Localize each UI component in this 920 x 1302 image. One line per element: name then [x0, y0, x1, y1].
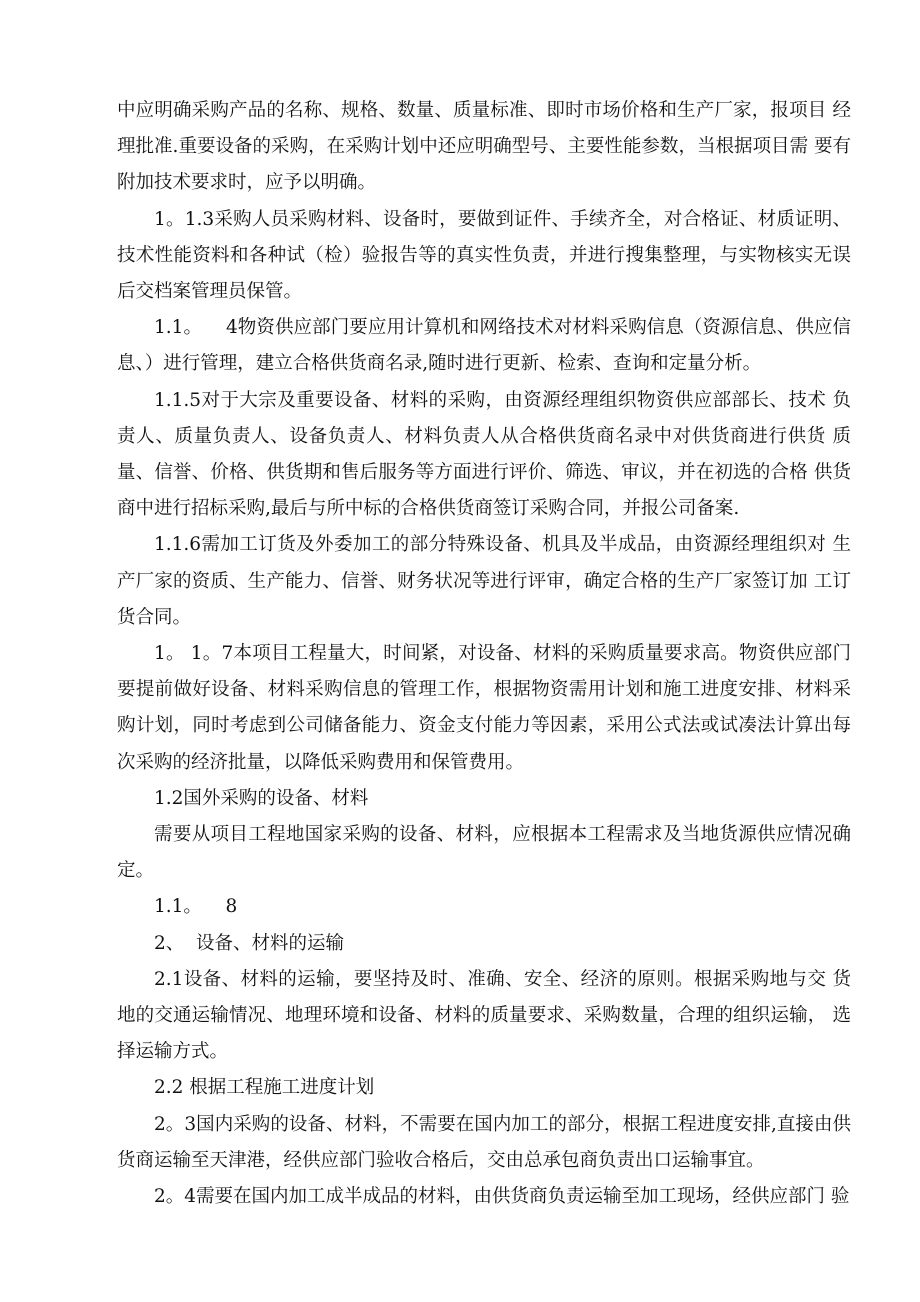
- paragraph-1-1-8: 1.1。 8: [154, 896, 238, 918]
- heading-2-transport: 2、 设备、材料的运输: [154, 932, 345, 954]
- paragraph-2-3: 2。3国内采购的设备、材料，不需要在国内加工的部分，根据工程进度安排,直接由供货商运输至天津港，经供应部门验收合格后，交由总承包商负责出口运输事宜。: [117, 1113, 851, 1171]
- paragraph-1-1-5: 1.1.5对于大宗及重要设备、材料的采购，由资源经理组织物资供应部部长、技术 负责人、质量负责人、设备负责人、材料负责人从合格供货商名录中对供货商进行供货 质量、信誉、价格、供货期和售后服务等方面进行评价、筛选、审议，并在初选的合格 供货商中进行招标采购,最后与所中标的合格供货商签订采购合同，并报公司备案.: [117, 389, 851, 520]
- paragraph-foreign-procurement: 需要从项目工程地国家采购的设备、材料，应根据本工程需求及当地货源供应情况确定。: [117, 824, 851, 882]
- paragraph-1-1-3: 1。1.3采购人员采购材料、设备时，要做到证件、手续齐全，对合格证、材质证明、技术性能资料和各种试（检）验报告等的真实性负责，并进行搜集整理，与实物核实无误后交档案管理员保管。: [117, 208, 851, 303]
- paragraph-1-1-7: 1。 1。7本项目工程量大，时间紧，对设备、材料的采购质量要求高。物资供应部门要提前做好设备、材料采购信息的管理工作，根据物资需用计划和施工进度安排、材料采购计划，同时考虑到公司储备能力、资金支付能力等因素，采用公式法或试凑法计算出每次采购的经济批量，以降低采购费用和保管费用。: [117, 643, 851, 773]
- paragraph-2-2: 2.2 根据工程施工进度计划: [154, 1077, 375, 1099]
- paragraph-1-1-6: 1.1.6需加工订货及外委加工的部分特殊设备、机具及半成品，由资源经理组织对 生产厂家的资质、生产能力、信誉、财务状况等进行评审，确定合格的生产厂家签订加 工订货合同。: [117, 534, 851, 628]
- paragraph-continuation: 中应明确采购产品的名称、规格、数量、质量标准、即时市场价格和生产厂家，报项目 经理批准.重要设备的采购，在采购计划中还应明确型号、主要性能参数，当根据项目需 要有附加技术要求时，应予以明确。: [117, 100, 851, 194]
- heading-1-2: 1.2国外采购的设备、材料: [154, 787, 369, 809]
- paragraph-2-4: 2。4需要在国内加工成半成品的材料，由供货商负责运输至加工现场，经供应部门 验: [154, 1186, 850, 1208]
- paragraph-1-1-4: 1.1。 4物资供应部门要应用计算机和网络技术对材料采购信息（资源信息、供应信息、）进行管理，建立合格供货商名录,随时进行更新、检索、查询和定量分析。: [117, 317, 851, 375]
- paragraph-2-1: 2.1设备、材料的运输，要坚持及时、准确、安全、经济的原则。根据采购地与交 货地的交通运输情况、地理环境和设备、材料的质量要求、采购数量，合理的组织运输， 选择运输方式。: [117, 968, 851, 1063]
- document-body: [117, 93, 851, 1215]
